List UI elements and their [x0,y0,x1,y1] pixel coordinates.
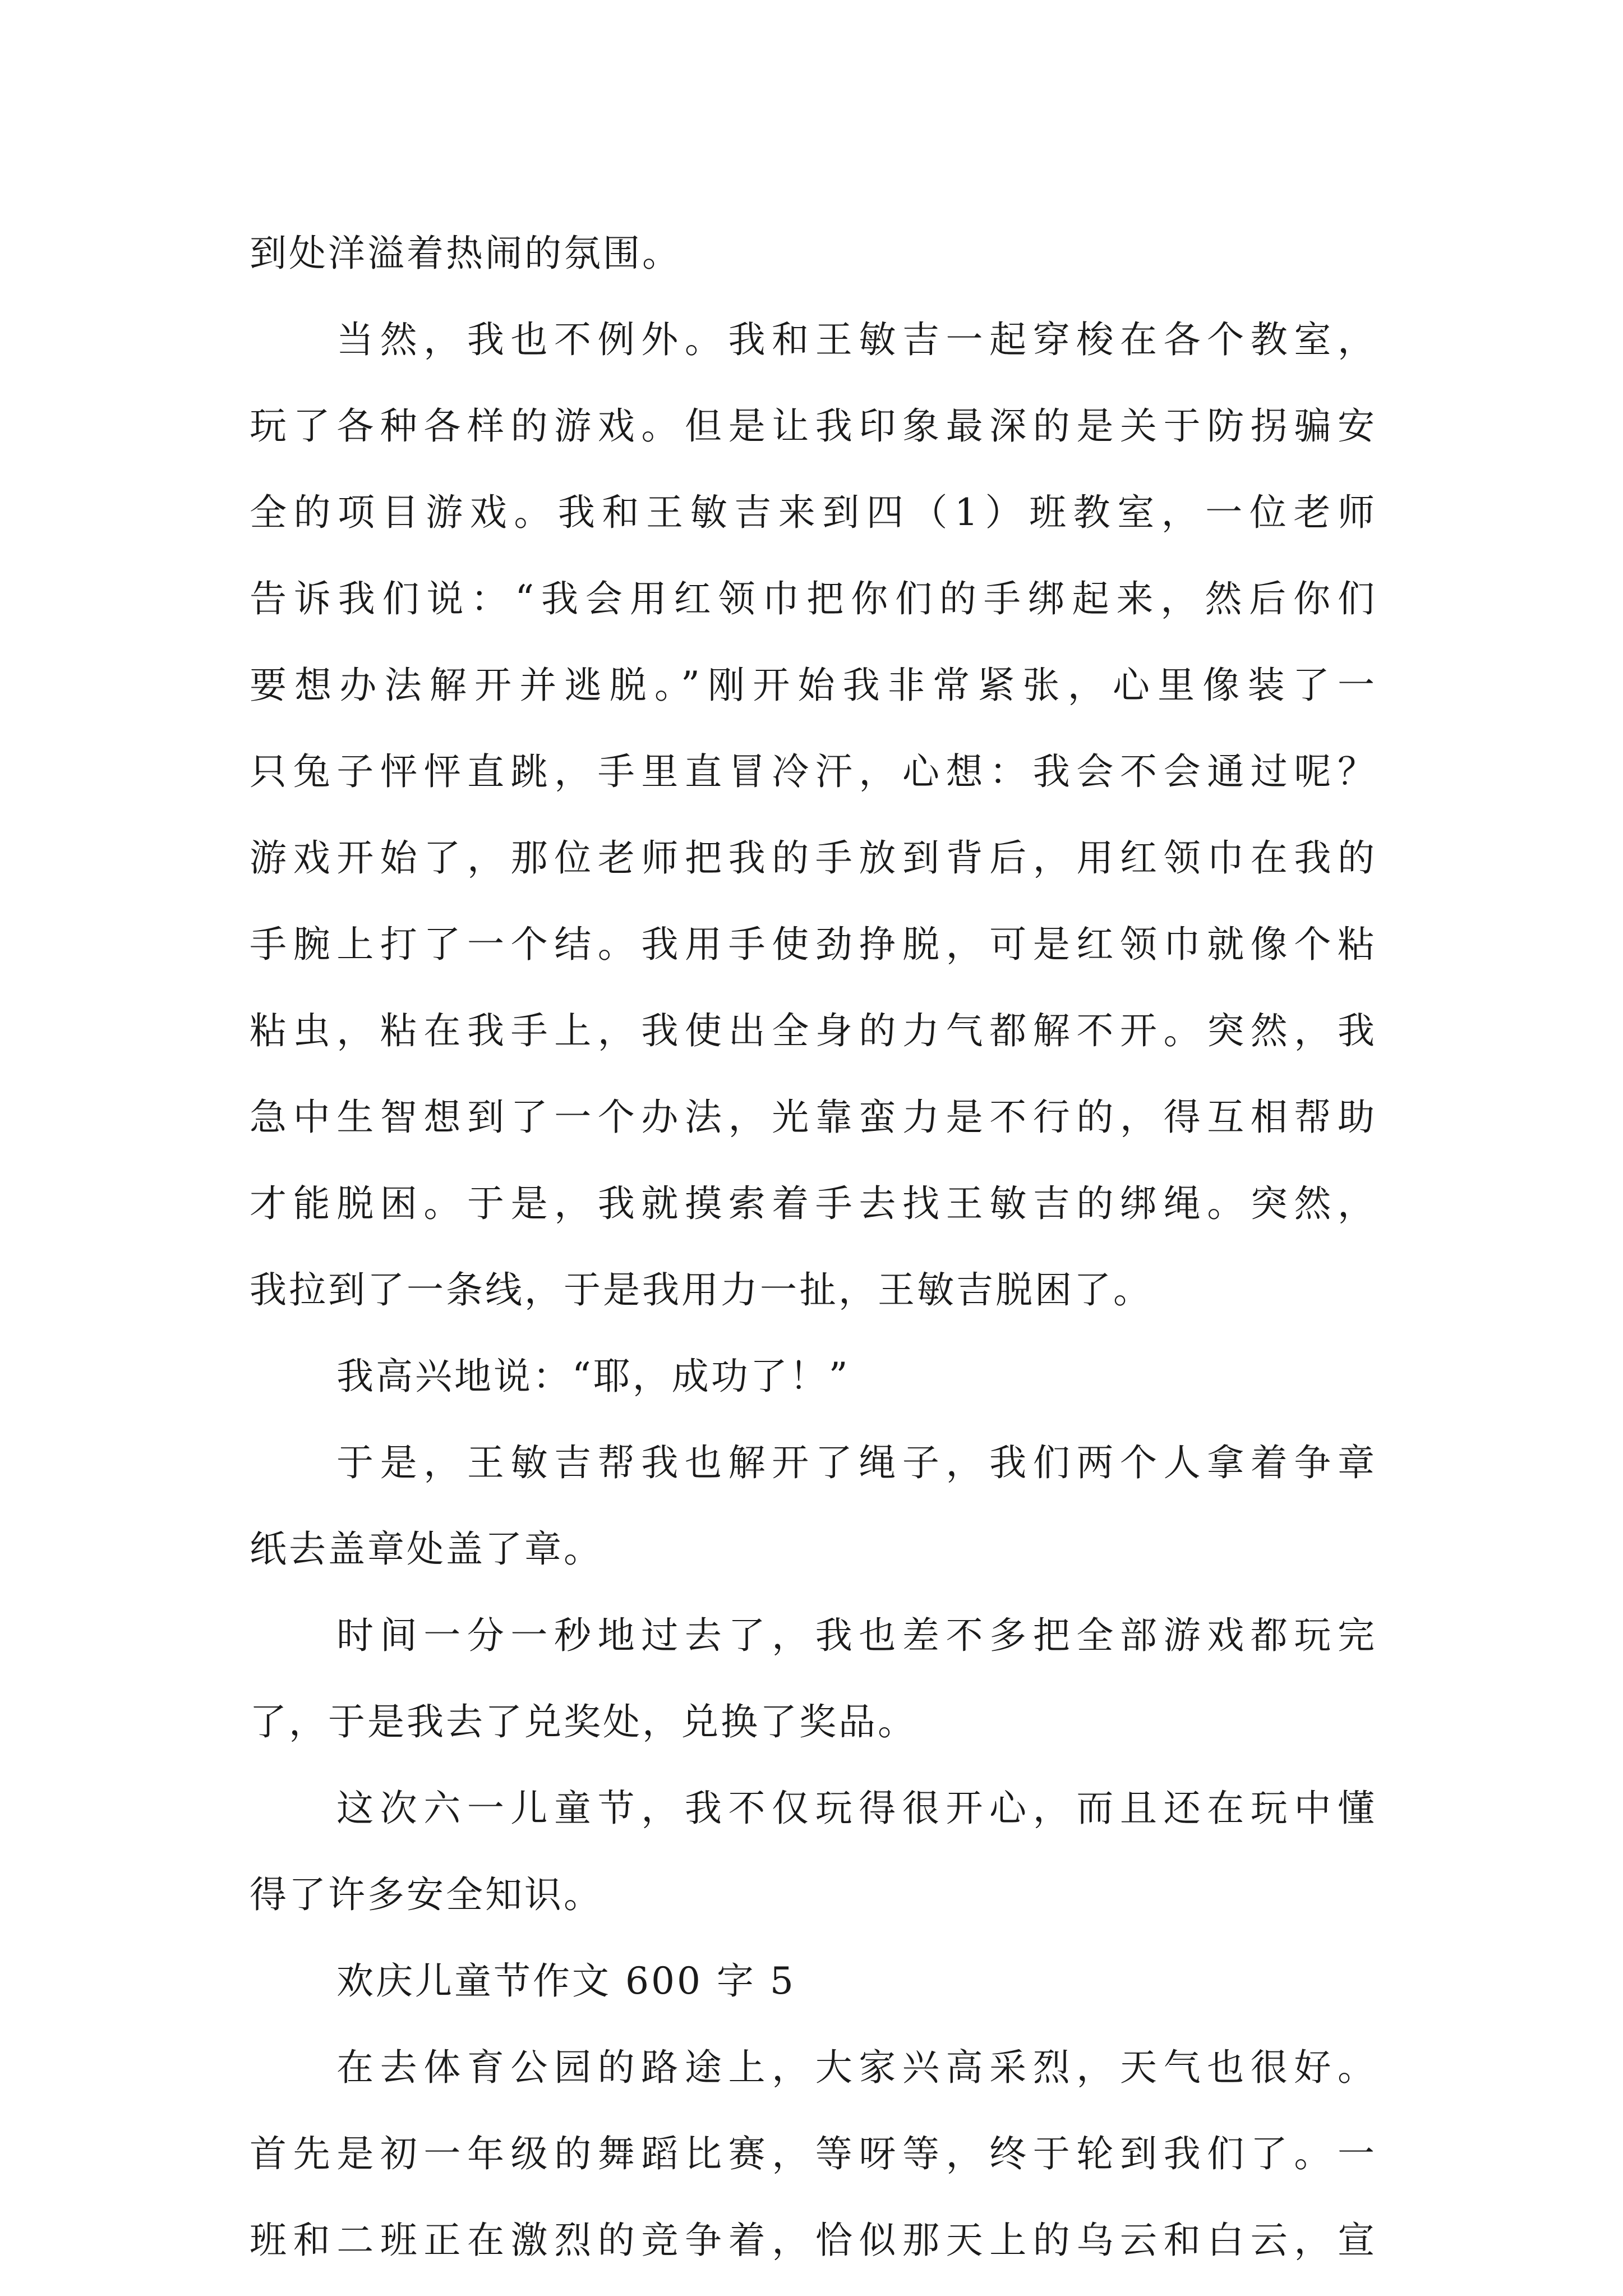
text-line: 于是，王敏吉帮我也解开了绳子，我们两个人拿着争章 [336,1441,1377,1484]
text-line: 我拉到了一条线，于是我用力一扯，王敏吉脱困了。 [250,1268,1152,1312]
essay-body [250,210,1377,2284]
text-line: 手腕上打了一个结。我用手使劲挣脱，可是红领巾就像个粘 [250,923,1377,966]
text-line: 了，于是我去了兑奖处，兑换了奖品。 [250,1700,917,1743]
text-line: 到处洋溢着热闹的氛围。 [250,232,681,275]
text-line: 首先是初一年级的舞蹈比赛，等呀等，终于轮到我们了。一 [250,2132,1377,2175]
text-line: 欢庆儿童节作文 600 字 5 [336,1959,796,2003]
text-line: 粘虫，粘在我手上，我使出全身的力气都解不开。突然，我 [250,1009,1377,1052]
text-line: 只兔子怦怦直跳，手里直冒冷汗，心想：我会不会通过呢？ [250,750,1377,793]
text-line: 才能脱困。于是，我就摸索着手去找王敏吉的绑绳。突然， [250,1182,1377,1225]
text-line: 班和二班正在激烈的竞争着，恰似那天上的乌云和白云，宣 [250,2219,1377,2262]
text-line: 时间一分一秒地过去了，我也差不多把全部游戏都玩完 [336,1614,1377,1657]
text-line: 要想办法解开并逃脱。”刚开始我非常紧张，心里像装了一 [250,664,1377,707]
text-line: 得了许多安全知识。 [250,1873,603,1916]
text-line: 纸去盖章处盖了章。 [250,1527,603,1571]
text-line: 在去体育公园的路途上，大家兴高采烈，天气也很好。 [336,2046,1377,2089]
text-line: 这次六一儿童节，我不仅玩得很开心，而且还在玩中懂 [336,1787,1377,1830]
text-line: 告诉我们说：“我会用红领巾把你们的手绑起来，然后你们 [250,577,1377,620]
text-line: 游戏开始了，那位老师把我的手放到背后，用红领巾在我的 [250,836,1377,880]
text-line: 急中生智想到了一个办法，光靠蛮力是不行的，得互相帮助 [250,1096,1377,1139]
text-line: 全的项目游戏。我和王敏吉来到四（1）班教室，一位老师 [250,491,1377,534]
text-line: 当然，我也不例外。我和王敏吉一起穿梭在各个教室， [336,318,1377,361]
text-line: 我高兴地说：“耶，成功了！” [336,1355,850,1398]
text-line: 玩了各种各样的游戏。但是让我印象最深的是关于防拐骗安 [250,404,1377,448]
